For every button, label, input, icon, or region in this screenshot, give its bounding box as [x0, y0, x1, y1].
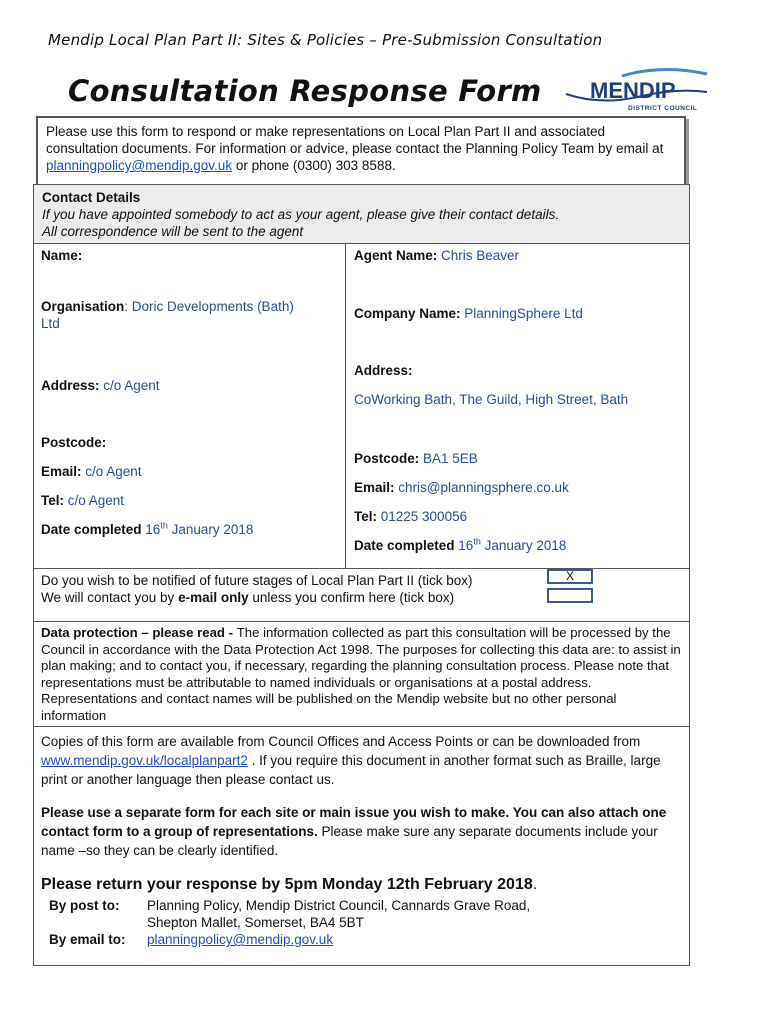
intro-text: Please use this form to respond or make representations on Local Plan Part II and associated consultation documents. For information or advice, please contact the Planning Policy Team by email at: [46, 124, 664, 156]
email-to-label: By email to:: [49, 932, 126, 947]
tel-field[interactable]: [41, 492, 124, 509]
agent-email-value: chris@planningsphere.co.uk: [394, 480, 569, 495]
contact-line-2: All correspondence will be sent to the agent: [42, 224, 304, 239]
email-field[interactable]: [41, 463, 142, 480]
contact-line-1: If you have appointed somebody to act as your agent, please give their contact details.: [42, 207, 560, 222]
notify-future-checkbox[interactable]: X: [547, 569, 593, 584]
postcode-field[interactable]: [41, 434, 106, 451]
agent-name-value: Chris Beaver: [437, 248, 520, 263]
contact-columns: [33, 243, 690, 569]
separate-form-bold: Please use a separate form for each site or main issue you wish to make. You can also attach one contact form to a group of representations.: [41, 805, 667, 839]
return-email-link[interactable]: planningpolicy@mendip.gov.uk: [147, 932, 334, 947]
notify-line-1: Do you wish to be notified of future stages of Local Plan Part II (tick box): [41, 573, 473, 588]
company-label: Company Name:: [354, 306, 461, 321]
agent-address-value-row: [354, 391, 628, 408]
logo-main-text: MENDIP: [590, 78, 676, 103]
date-day: 16: [141, 522, 161, 537]
agent-column: [346, 244, 689, 568]
post-address-line-2: Shepton Mallet, Somerset, BA4 5BT: [147, 915, 364, 930]
notify-line-2-text: We will contact you by: [41, 590, 179, 605]
organisation-value-2: Ltd: [41, 316, 60, 331]
organisation-value: : Doric Developments (Bath): [124, 299, 294, 314]
post-address: [147, 897, 530, 931]
tel-value: c/o Agent: [64, 493, 125, 508]
email-row: [41, 931, 682, 948]
organisation-label: Organisation: [41, 299, 125, 314]
date-suffix: th: [160, 520, 168, 531]
post-row: [41, 897, 682, 931]
data-protection-text: The information collected as part this consultation will be processed by the Council in accordance with the Data Protection Act 1998. The purposes for collecting this data are: to assist in plan making; and to contact you, if necessary, regarding the planning consultation process. Please note that representations must be attributable to named individuals or organisations at a postal address. Representations and contact names will be published on the Mendip website but no other personal information: [41, 625, 681, 723]
address-label: Address:: [41, 378, 100, 393]
localplan-link[interactable]: www.mendip.gov.uk/localplanpart2: [41, 753, 248, 768]
address-value: c/o Agent: [99, 378, 160, 393]
intro-text-end: or phone (0300) 303 8588.: [232, 158, 396, 173]
agent-date-day: 16: [454, 538, 474, 553]
agent-date-label: Date completed: [354, 538, 455, 553]
email-confirm-checkbox[interactable]: [547, 588, 593, 603]
name-label: Name:: [41, 248, 83, 263]
agent-date-rest: January 2018: [480, 538, 567, 553]
post-address-line-1: Planning Policy, Mendip District Council, Cannards Grave Road,: [147, 898, 531, 913]
notification-section: [33, 568, 690, 622]
notify-line-2-end: unless you confirm here (tick box): [248, 590, 455, 605]
post-label: By post to:: [49, 898, 120, 913]
email-label: Email:: [41, 464, 82, 479]
separate-form-paragraph: [41, 803, 682, 860]
agent-tel-field[interactable]: [354, 508, 467, 525]
agent-email-label: Email:: [354, 480, 395, 495]
copies-section: [33, 726, 690, 966]
organisation-field[interactable]: [41, 298, 294, 332]
agent-date-field[interactable]: [354, 537, 566, 554]
agent-email-field[interactable]: [354, 479, 569, 496]
form-title: Consultation Response Form: [68, 74, 542, 108]
copies-text-end: . If you require this document in another format such as Braille, large print or another language then please contact us.: [41, 753, 661, 787]
agent-address-value: CoWorking Bath, The Guild, High Street, Bath: [354, 392, 629, 407]
agent-date-suffix: th: [473, 536, 481, 547]
return-title-text: Please return your response by 5pm Monday 12th February 2018: [41, 876, 533, 893]
company-field[interactable]: [354, 305, 583, 322]
logo-sub-text: DISTRICT COUNCIL: [628, 105, 698, 112]
agent-postcode-field[interactable]: [354, 450, 478, 467]
address-field[interactable]: [41, 377, 160, 394]
notify-email-only: e-mail only: [178, 590, 249, 605]
data-protection-heading: Data protection – please read -: [41, 625, 237, 640]
company-value: PlanningSphere Ltd: [460, 306, 583, 321]
postcode-label: Postcode:: [41, 435, 107, 450]
agent-address-label: Address:: [354, 363, 413, 378]
agent-name-label: Agent Name:: [354, 248, 438, 263]
date-label: Date completed: [41, 522, 142, 537]
email-value: c/o Agent: [81, 464, 142, 479]
name-field[interactable]: [41, 247, 82, 264]
copies-text: Copies of this form are available from Council Offices and Access Points or can be downloaded from: [41, 734, 641, 749]
mendip-logo: [562, 66, 712, 114]
intro-box: [36, 116, 686, 186]
tel-label: Tel:: [41, 493, 64, 508]
agent-tel-value: 01225 300056: [377, 509, 468, 524]
agent-name-field[interactable]: [354, 247, 519, 264]
date-field[interactable]: [41, 521, 253, 538]
contact-heading: Contact Details: [42, 190, 141, 205]
return-deadline: [41, 875, 682, 894]
applicant-column: [34, 244, 346, 568]
contact-details-header: [33, 184, 690, 244]
consultation-title: Mendip Local Plan Part II: Sites & Policies – Pre-Submission Consultation: [48, 31, 603, 49]
data-protection-section: [33, 621, 690, 727]
intro-email-link[interactable]: planningpolicy@mendip.gov.uk: [46, 158, 233, 173]
agent-address-field[interactable]: [354, 362, 413, 379]
return-title-end: .: [532, 876, 538, 893]
agent-tel-label: Tel:: [354, 509, 377, 524]
separate-form-text: Please make sure any separate documents include your name –so they can be clearly identified.: [41, 824, 658, 858]
copies-paragraph: [41, 732, 682, 789]
date-rest: January 2018: [167, 522, 254, 537]
agent-postcode-label: Postcode:: [354, 451, 420, 466]
agent-postcode-value: BA1 5EB: [419, 451, 478, 466]
